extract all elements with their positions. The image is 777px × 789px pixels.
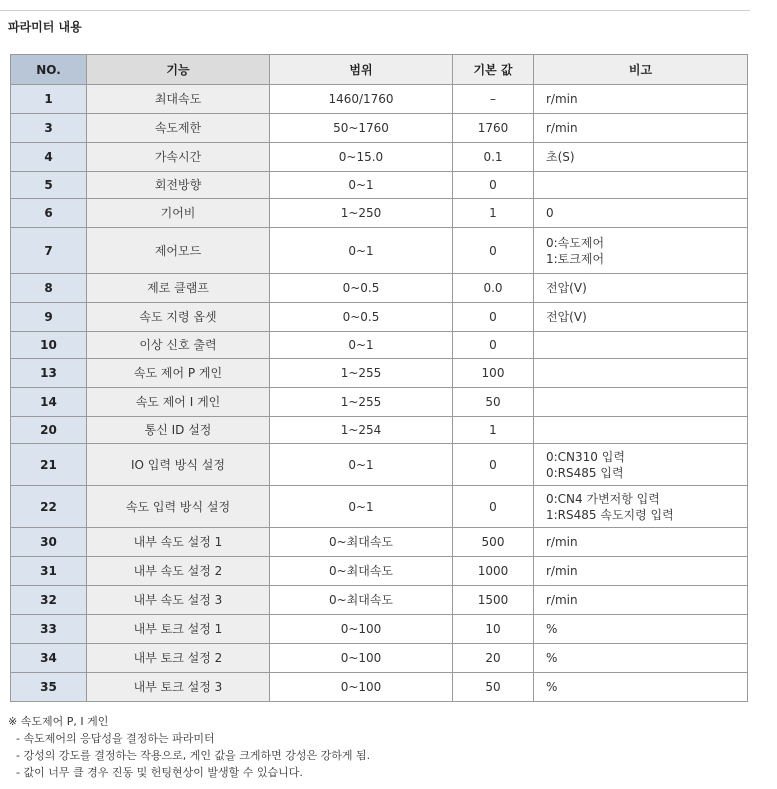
table-row (11, 586, 748, 615)
cell-range: 0~최대속도 (270, 586, 453, 615)
cell-note (534, 303, 748, 332)
footnote-line-2: - 강성의 강도를 결정하는 작용으로, 게인 값을 크게하면 강성은 강하게 됨. (16, 749, 371, 762)
cell-function: 속도 입력 방식 설정 (87, 486, 270, 528)
note-line: r/min (546, 593, 578, 607)
note-line: r/min (546, 564, 578, 578)
cell-range: 1~250 (270, 199, 453, 228)
cell-default: 0.1 (453, 143, 534, 172)
cell-default: 1 (453, 417, 534, 444)
cell-function: IO 입력 방식 설정 (87, 444, 270, 486)
cell-no: 33 (11, 615, 87, 644)
footnote (8, 713, 370, 781)
note-line: 0:CN310 입력 (546, 449, 625, 464)
table-row (11, 359, 748, 388)
cell-default: 1 (453, 199, 534, 228)
cell-note (534, 228, 748, 274)
cell-function: 내부 토크 설정 1 (87, 615, 270, 644)
cell-no: 9 (11, 303, 87, 332)
note-line: r/min (546, 92, 578, 106)
cell-range: 1~254 (270, 417, 453, 444)
cell-note (534, 417, 748, 444)
note-line: % (546, 680, 558, 694)
cell-default: 50 (453, 673, 534, 702)
page-title: 파라미터 내용 (8, 20, 82, 34)
cell-note (534, 388, 748, 417)
cell-note (534, 114, 748, 143)
cell-function: 내부 속도 설정 1 (87, 528, 270, 557)
cell-note (534, 486, 748, 528)
table-body (11, 85, 748, 702)
cell-function: 속도 제어 P 게인 (87, 359, 270, 388)
table-row (11, 274, 748, 303)
cell-range: 0~15.0 (270, 143, 453, 172)
cell-note (534, 586, 748, 615)
cell-default: 0.0 (453, 274, 534, 303)
parameter-table (10, 54, 748, 702)
footnote-line-3: - 값이 너무 클 경우 진동 및 헌팅현상이 발생할 수 있습니다. (16, 766, 303, 779)
note-line: r/min (546, 121, 578, 135)
table-row (11, 228, 748, 274)
cell-note (534, 528, 748, 557)
cell-no: 13 (11, 359, 87, 388)
cell-function: 가속시간 (87, 143, 270, 172)
cell-note (534, 359, 748, 388)
table-row (11, 85, 748, 114)
cell-no: 20 (11, 417, 87, 444)
cell-range: 50~1760 (270, 114, 453, 143)
cell-function: 내부 토크 설정 2 (87, 644, 270, 673)
cell-range: 1~255 (270, 388, 453, 417)
cell-function: 이상 신호 출력 (87, 332, 270, 359)
note-line: 1:토크제어 (546, 251, 605, 266)
note-line: 1:RS485 속도지령 입력 (546, 507, 674, 522)
cell-default: 1500 (453, 586, 534, 615)
cell-default: 1760 (453, 114, 534, 143)
table-row (11, 644, 748, 673)
table-row (11, 557, 748, 586)
cell-default: 0 (453, 228, 534, 274)
cell-range: 0~1 (270, 228, 453, 274)
table-row (11, 199, 748, 228)
cell-range: 1460/1760 (270, 85, 453, 114)
note-line: 전압(V) (546, 310, 587, 324)
table-row (11, 444, 748, 486)
cell-default: – (453, 85, 534, 114)
cell-function: 내부 속도 설정 2 (87, 557, 270, 586)
note-line: 전압(V) (546, 281, 587, 295)
cell-range: 0~1 (270, 332, 453, 359)
cell-no: 4 (11, 143, 87, 172)
table-row (11, 143, 748, 172)
cell-range: 0~0.5 (270, 303, 453, 332)
cell-no: 6 (11, 199, 87, 228)
note-line: 0:CN4 가변저항 입력 (546, 491, 660, 506)
cell-no: 34 (11, 644, 87, 673)
cell-note (534, 444, 748, 486)
cell-default: 100 (453, 359, 534, 388)
cell-function: 속도 지령 옵셋 (87, 303, 270, 332)
cell-range: 0~1 (270, 172, 453, 199)
cell-no: 30 (11, 528, 87, 557)
cell-note (534, 85, 748, 114)
cell-default: 500 (453, 528, 534, 557)
note-line: % (546, 622, 558, 636)
cell-no: 35 (11, 673, 87, 702)
cell-default: 0 (453, 444, 534, 486)
cell-default: 0 (453, 303, 534, 332)
table-row (11, 486, 748, 528)
cell-no: 5 (11, 172, 87, 199)
cell-default: 50 (453, 388, 534, 417)
cell-no: 1 (11, 85, 87, 114)
cell-range: 0~100 (270, 673, 453, 702)
cell-note (534, 673, 748, 702)
table-row (11, 303, 748, 332)
cell-function: 내부 속도 설정 3 (87, 586, 270, 615)
cell-default: 20 (453, 644, 534, 673)
cell-note (534, 615, 748, 644)
cell-default: 10 (453, 615, 534, 644)
cell-no: 8 (11, 274, 87, 303)
header-range: 범위 (270, 55, 453, 85)
table-row (11, 172, 748, 199)
cell-note (534, 274, 748, 303)
note-line: 0:RS485 입력 (546, 465, 624, 480)
table-row (11, 114, 748, 143)
cell-function: 통신 ID 설정 (87, 417, 270, 444)
cell-function: 내부 토크 설정 3 (87, 673, 270, 702)
cell-note (534, 557, 748, 586)
cell-no: 14 (11, 388, 87, 417)
cell-note (534, 143, 748, 172)
note-line: 0 (546, 206, 554, 220)
cell-no: 22 (11, 486, 87, 528)
footnote-heading: ※ 속도제어 P, I 게인 (8, 715, 109, 728)
cell-default: 0 (453, 332, 534, 359)
cell-note (534, 644, 748, 673)
header-no: NO. (11, 55, 87, 85)
note-line: % (546, 651, 558, 665)
note-line: r/min (546, 535, 578, 549)
header-function: 기능 (87, 55, 270, 85)
table-header-row (11, 55, 748, 85)
cell-no: 32 (11, 586, 87, 615)
cell-function: 속도 제어 I 게인 (87, 388, 270, 417)
table-row (11, 528, 748, 557)
cell-function: 회전방향 (87, 172, 270, 199)
cell-range: 0~최대속도 (270, 557, 453, 586)
cell-range: 0~최대속도 (270, 528, 453, 557)
cell-function: 제로 클램프 (87, 274, 270, 303)
header-note: 비고 (534, 55, 748, 85)
table-row (11, 417, 748, 444)
cell-no: 31 (11, 557, 87, 586)
table-row (11, 332, 748, 359)
cell-range: 0~1 (270, 486, 453, 528)
cell-function: 최대속도 (87, 85, 270, 114)
cell-no: 3 (11, 114, 87, 143)
cell-no: 10 (11, 332, 87, 359)
note-line: 초(S) (546, 150, 575, 164)
header-default: 기본 값 (453, 55, 534, 85)
table-row (11, 673, 748, 702)
footnote-line-1: - 속도제어의 응답성을 결정하는 파라미터 (16, 732, 215, 745)
cell-range: 0~1 (270, 444, 453, 486)
cell-note (534, 199, 748, 228)
cell-default: 0 (453, 172, 534, 199)
cell-function: 속도제한 (87, 114, 270, 143)
note-line: 0:속도제어 (546, 235, 605, 250)
cell-note (534, 332, 748, 359)
cell-default: 0 (453, 486, 534, 528)
cell-function: 기어비 (87, 199, 270, 228)
cell-range: 1~255 (270, 359, 453, 388)
table-row (11, 388, 748, 417)
top-divider (0, 10, 750, 11)
cell-no: 21 (11, 444, 87, 486)
cell-range: 0~100 (270, 615, 453, 644)
cell-note (534, 172, 748, 199)
cell-default: 1000 (453, 557, 534, 586)
cell-range: 0~100 (270, 644, 453, 673)
cell-no: 7 (11, 228, 87, 274)
cell-range: 0~0.5 (270, 274, 453, 303)
cell-function: 제어모드 (87, 228, 270, 274)
table-row (11, 615, 748, 644)
